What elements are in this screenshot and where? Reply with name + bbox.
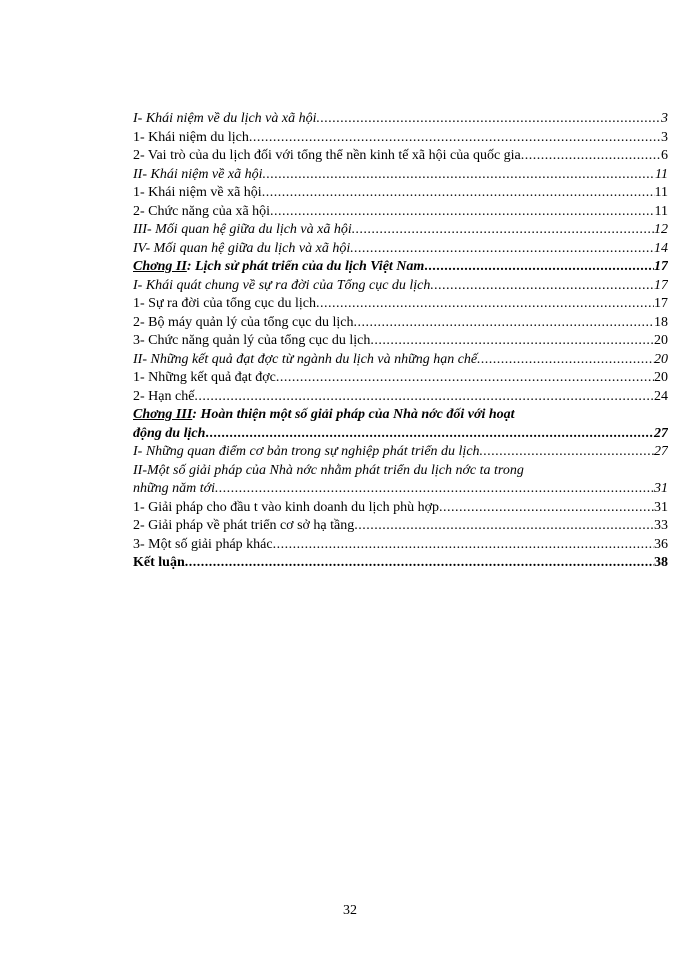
toc-entry-line xyxy=(133,425,668,444)
toc-leader-dots xyxy=(276,369,654,388)
chapter-number: Chơng II xyxy=(133,259,187,274)
table-of-contents xyxy=(133,110,668,573)
chapter-number: Chơng III xyxy=(133,407,193,422)
toc-leader-dots xyxy=(249,129,661,148)
toc-entry-line xyxy=(133,480,668,499)
toc-conclusion-entry xyxy=(133,554,668,573)
toc-entry-label: 2- Giải pháp về phát triển cơ sở hạ tầng xyxy=(133,518,355,533)
toc-leader-dots xyxy=(205,425,654,444)
toc-entry xyxy=(133,166,668,185)
toc-entry xyxy=(133,351,668,370)
toc-leader-dots xyxy=(262,166,655,185)
toc-leader-dots xyxy=(352,221,654,240)
toc-entry-label: IV- Mối quan hệ giữa du lịch và xã hội xyxy=(133,240,351,256)
toc-leader-dots xyxy=(262,184,655,203)
toc-leader-dots xyxy=(354,517,654,536)
toc-entry-label: 1- Khái niệm về xã hội xyxy=(133,185,262,200)
toc-entry-label: Kết luận xyxy=(133,555,185,570)
toc-entry xyxy=(133,314,668,333)
toc-leader-dots xyxy=(273,536,654,555)
toc-entry xyxy=(133,332,668,351)
toc-leader-dots xyxy=(353,314,654,333)
toc-entry-page: 31 xyxy=(654,499,668,515)
toc-leader-dots xyxy=(316,295,654,314)
toc-entry-page: 12 xyxy=(654,222,668,237)
toc-leader-dots xyxy=(477,351,654,370)
toc-leader-dots xyxy=(521,147,661,166)
toc-entry-page: 17 xyxy=(654,277,668,293)
toc-entry-label xyxy=(133,258,424,277)
toc-entry-label: 3- Một số giải pháp khác xyxy=(133,536,273,552)
toc-entry-page: 18 xyxy=(654,314,668,330)
toc-entry-page: 20 xyxy=(654,370,668,385)
toc-entry xyxy=(133,295,668,314)
toc-entry-label: 2- Bộ máy quản lý của tổng cục du lịch xyxy=(133,314,354,330)
chapter-title-continued: động du lịch xyxy=(133,425,206,441)
toc-entry xyxy=(133,277,668,296)
toc-entry-page: 14 xyxy=(654,240,668,256)
toc-entry-line xyxy=(133,406,668,425)
toc-entry xyxy=(133,240,668,259)
toc-entry-page: 31 xyxy=(654,481,668,496)
toc-leader-dots xyxy=(370,332,654,351)
toc-entry-label: III- Mối quan hệ giữa du lịch và xã hội xyxy=(133,222,352,237)
toc-entry xyxy=(133,110,668,129)
toc-entry-label: 1- Giải pháp cho đầu t vào kinh doanh du lịch phù hợp xyxy=(133,499,440,515)
toc-entry-label: 1- Những kết quả đạt đợc xyxy=(133,370,276,385)
toc-entry-page: 20 xyxy=(654,333,668,348)
toc-entry xyxy=(133,147,668,166)
toc-leader-dots xyxy=(317,110,661,129)
toc-leader-dots xyxy=(424,258,654,277)
toc-entry-page: 11 xyxy=(655,166,668,182)
toc-entry-label: I- Khái quát chung về sự ra đời của Tổng cục du lịch xyxy=(133,277,431,293)
toc-leader-dots xyxy=(185,554,654,573)
toc-entry-page: 33 xyxy=(654,518,668,533)
toc-entry xyxy=(133,517,668,536)
toc-entry xyxy=(133,184,668,203)
toc-entry-label: II- Khái niệm về xã hội xyxy=(133,166,263,182)
toc-entry-label: 1- Sự ra đời của tổng cục du lịch xyxy=(133,296,316,311)
toc-entry-label: 2- Hạn chế xyxy=(133,388,195,404)
toc-leader-dots xyxy=(194,388,654,407)
toc-entry xyxy=(133,499,668,518)
toc-entry-label: 1- Khái niệm du lịch xyxy=(133,129,249,145)
toc-entry-label-continued: những năm tới xyxy=(133,481,215,496)
toc-entry-label: 2- Chức năng của xã hội xyxy=(133,203,271,219)
toc-entry xyxy=(133,536,668,555)
toc-leader-dots xyxy=(350,240,654,259)
chapter-title: : Hoàn thiện một số giải pháp của Nhà nớc đối với hoạt xyxy=(192,407,515,422)
toc-entry xyxy=(133,129,668,148)
toc-entry xyxy=(133,369,668,388)
toc-entry xyxy=(133,221,668,240)
toc-entry xyxy=(133,388,668,407)
toc-entry-page: 11 xyxy=(654,185,668,200)
toc-entry xyxy=(133,203,668,222)
toc-entry-label: 2- Vai trò của du lịch đối với tổng thể nền kinh tế xã hội của quốc gia xyxy=(133,148,521,163)
toc-entry-page: 24 xyxy=(654,388,668,404)
toc-entry-label: II- Những kết quả đạt đợc từ ngành du lịch và những hạn chế xyxy=(133,351,478,367)
toc-entry-line: II-Một số giải pháp của Nhà nớc nhằm phát triển du lịch nớc ta trong xyxy=(133,462,524,478)
toc-entry-page: 17 xyxy=(654,296,668,311)
toc-leader-dots xyxy=(439,499,654,518)
toc-leader-dots xyxy=(480,443,654,462)
toc-entry-page: 27 xyxy=(654,425,668,441)
toc-entry-page: 36 xyxy=(654,536,668,552)
toc-entry-label: 3- Chức năng quản lý của tổng cục du lịch xyxy=(133,333,371,348)
toc-entry-page: 3 xyxy=(661,129,668,145)
toc-entry xyxy=(133,462,668,499)
toc-entry-page: 11 xyxy=(654,203,668,219)
page-number: 32 xyxy=(343,903,357,918)
toc-chapter-entry xyxy=(133,258,668,277)
chapter-title: : Lịch sử phát triển của du lịch Việt Nam xyxy=(186,259,425,274)
toc-entry xyxy=(133,443,668,462)
toc-entry-page: 6 xyxy=(661,148,668,163)
toc-entry-label: I- Khái niệm về du lịch và xã hội xyxy=(133,111,317,126)
toc-leader-dots xyxy=(270,203,654,222)
toc-entry-page: 27 xyxy=(654,444,668,459)
toc-entry-label: I- Những quan điểm cơ bản trong sự nghiệp phát triển du lịch xyxy=(133,444,480,459)
toc-leader-dots xyxy=(215,480,654,499)
toc-entry-page: 3 xyxy=(661,111,668,126)
toc-entry-page: 20 xyxy=(654,351,668,367)
toc-leader-dots xyxy=(430,277,654,296)
toc-entry-page: 17 xyxy=(654,259,668,274)
toc-entry-page: 38 xyxy=(654,555,668,570)
toc-chapter-entry xyxy=(133,406,668,443)
